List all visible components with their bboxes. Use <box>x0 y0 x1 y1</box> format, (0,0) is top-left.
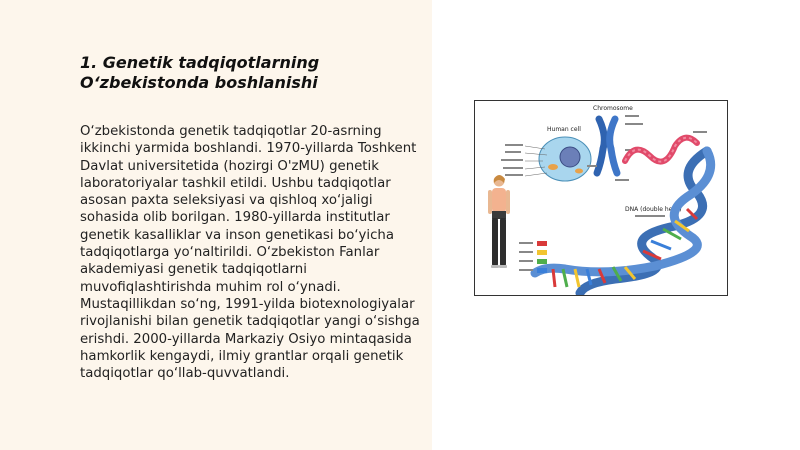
human-figure <box>488 175 510 268</box>
cell-nucleus <box>560 147 580 167</box>
genetics-illustration <box>474 100 728 296</box>
slide-title: 1. Genetik tadqiqotlarning O‘zbekistonda boshlanishi <box>80 53 320 92</box>
mitochondrion-shape <box>575 169 583 174</box>
cell-callout-marks <box>501 144 523 176</box>
chromosome-label: Chromosome <box>593 105 633 112</box>
dna-chromosome-cell-diagram <box>475 101 727 295</box>
dna-label: DNA (double helix) <box>625 206 682 213</box>
helix-callout-mark <box>635 215 665 217</box>
mitochondrion-shape <box>548 164 558 170</box>
human-cell-label: Human cell <box>547 126 581 133</box>
base-key <box>519 241 547 273</box>
chromosome-shape <box>597 119 617 173</box>
slide-body-text: O‘zbekistonda genetik tadqiqotlar 20-asrning ikkinchi yarmida boshlandi. 1970-yillarda Toshkent Davlat universitetida (hozirgi O'zMU) genetik laboratoriyalar tashkil etildi. Ushbu tadqiqotlar asosan paxta seleksiyasi va qishloq xo‘jaligi sohasida olib borilgan. 1980-yillarda institutlar genetik kasalliklar va inson genetikasi bo‘yicha tadqiqotlarga yo‘naltirildi. O‘zbekiston Fanlar akademiyasi genetik tadqiqotlarni muvofiqlashtirishda muhim rol o‘ynadi. Mustaqillikdan so‘ng, 1991-yilda biotexnologiyalar rivojlanishi bilan genetik tadqiqotlar yangi o‘sishga erishdi. 2000-yillarda Markaziy Osiyo mintaqasida hamkorlik kengaydi, ilmiy grantlar orqali genetik tadqiqotlar qo‘llab-quvvatlandi. <box>80 124 420 382</box>
